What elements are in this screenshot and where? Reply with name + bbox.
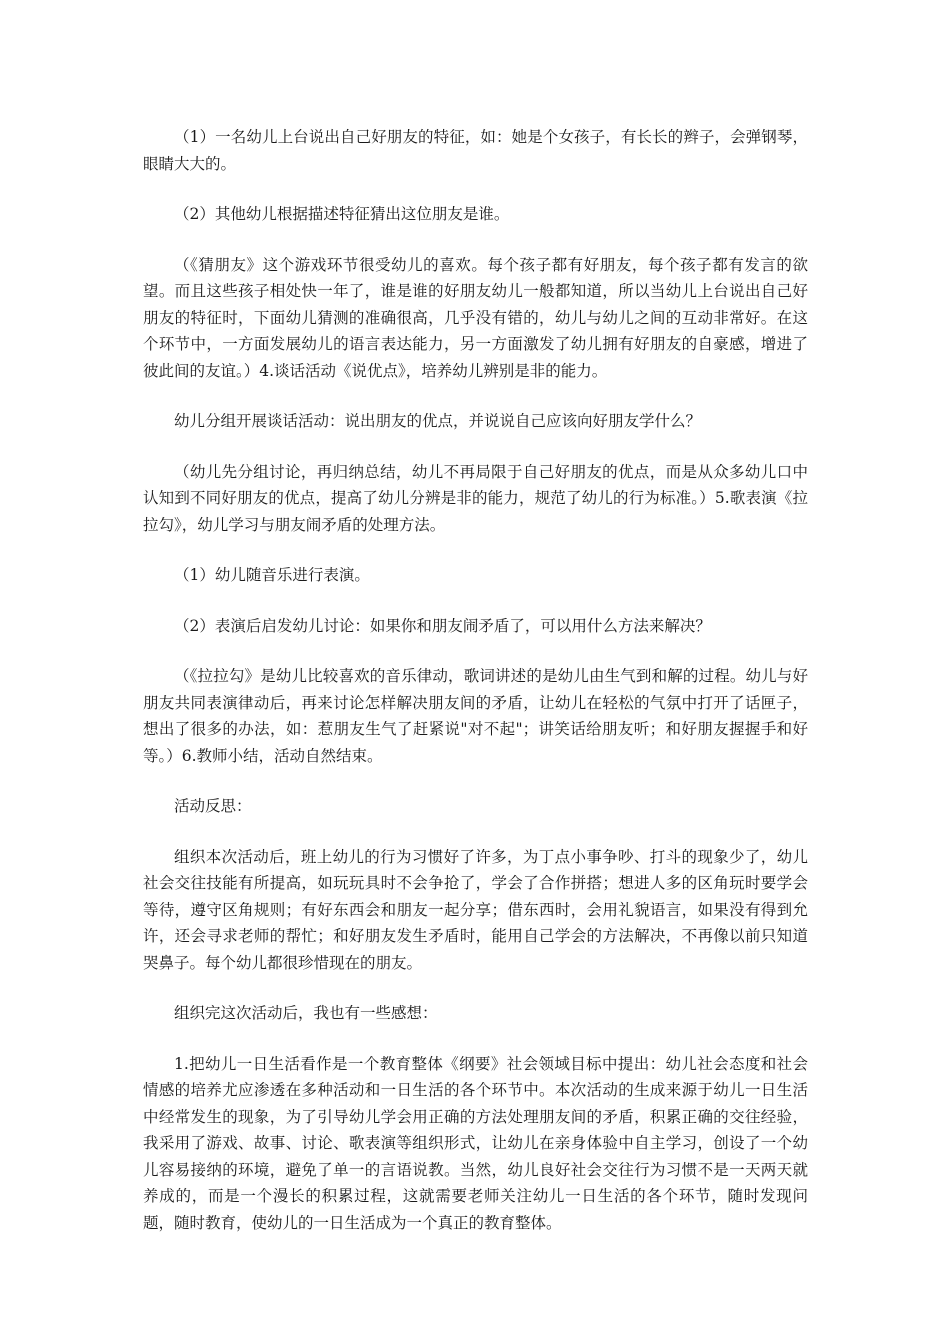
paragraph-song-step-2: （2）表演后启发幼儿讨论：如果你和朋友闹矛盾了，可以用什么方法来解决？: [174, 616, 711, 635]
paragraph-reflection-point-1: 1.把幼儿一日生活看作是一个教育整体《纲要》社会领域目标中提出：幼儿社会态度和社会情感的培养尤应渗透在多种活动和一日生活的各个环节中。本次活动的生成来源于幼儿一日生活中经常发生的现象，为了引导幼儿学会用正确的方法处理朋友间的矛盾，积累正确的交往经验，我采用了游戏、故事、讨论、歌表演等组织形式，让幼儿在亲身体验中自主学习，创设了一个幼儿容易接纳的环境，避免了单一的言语说教。当然，幼儿良好社会交往行为习惯不是一天两天就养成的，而是一个漫长的积累过程，这就需要老师关注幼儿一日生活的各个环节，随时发现问题，随时教育，使幼儿的一日生活成为一个真正的教育整体。: [143, 1054, 808, 1232]
paragraph-guess-friend-note: （《猜朋友》这个游戏环节很受幼儿的喜欢。每个孩子都有好朋友，每个孩子都有发言的欲望。而且这些孩子相处快一年了，谁是谁的好朋友幼儿一般都知道，所以当幼儿上台说出自己好朋友的特征时，下面幼儿猜测的准确很高，几乎没有错的，幼儿与幼儿之间的互动非常好。在这个环节中，一方面发展幼儿的语言表达能力，另一方面激发了幼儿拥有好朋友的自豪感，增进了彼此间的友谊。）4.谈话活动《说优点》，培养幼儿辨别是非的能力。: [143, 255, 808, 380]
paragraph-song-step-1: （1）幼儿随音乐进行表演。: [174, 566, 370, 584]
paragraph-song-note: （《拉拉勾》是幼儿比较喜欢的音乐律动，歌词讲述的是幼儿由生气到和解的过程。幼儿与好朋友共同表演律动后，再来讨论怎样解决朋友间的矛盾，让幼儿在轻松的气氛中打开了话匣子，想出了很多的办法，如：惹朋友生气了赶紧说"对不起"；讲笑话给朋友听；和好朋友握握手和好等。）6.教师小结，活动自然结束。: [143, 667, 808, 765]
paragraph-group-talk-note: （幼儿先分组讨论，再归纳总结，幼儿不再局限于自己好朋友的优点，而是从众多幼儿口中认知到不同好朋友的优点，提高了幼儿分辨是非的能力，规范了幼儿的行为标准。）5.歌表演《拉拉勾》，幼儿学习与朋友闹矛盾的处理方法。: [143, 462, 808, 534]
paragraph-guess-step-1: （1）一名幼儿上台说出自己好朋友的特征，如：她是个女孩子，有长长的辫子，会弹钢琴，眼睛大大的。: [143, 128, 808, 173]
paragraph-group-talk: 幼儿分组开展谈话活动：说出朋友的优点，并说说自己应该向好朋友学什么？: [174, 412, 702, 430]
document-body: [143, 124, 808, 1260]
paragraph-reflection-intro: 组织完这次活动后，我也有一些感想：: [174, 1004, 438, 1022]
paragraph-reflection-results: 组织本次活动后，班上幼儿的行为习惯好了许多，为丁点小事争吵、打斗的现象少了，幼儿社会交往技能有所提高，如玩玩具时不会争抢了，学会了合作拼搭；想进人多的区角玩时要学会等待，遵守区角规则；有好东西会和朋友一起分享；借东西时，会用礼貌语言，如果没有得到允许，还会寻求老师的帮忙；和好朋友发生矛盾时，能用自己学会的方法解决，不再像以前只知道哭鼻子。每个幼儿都很珍惜现在的朋友。: [143, 847, 808, 972]
paragraph-guess-step-2: （2）其他幼儿根据描述特征猜出这位朋友是谁。: [174, 205, 510, 223]
heading-reflection: 活动反思：: [174, 797, 252, 815]
